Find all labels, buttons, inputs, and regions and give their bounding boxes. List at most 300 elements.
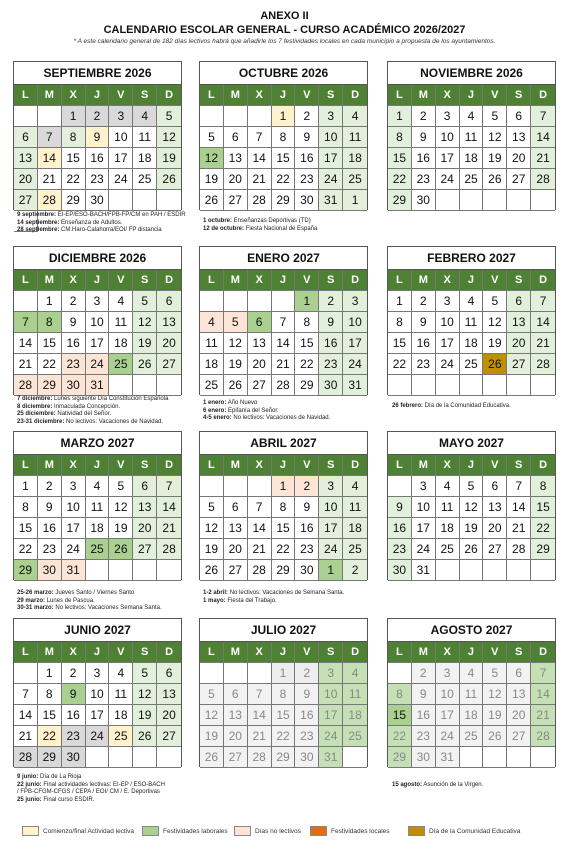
empty-cell (436, 190, 460, 211)
month-calendar (387, 618, 556, 767)
day-cell: 5 (133, 663, 157, 684)
day-cell: 19 (200, 726, 224, 747)
day-cell: 12 (109, 497, 133, 518)
weekday-header: J (272, 85, 296, 106)
day-cell: 23 (62, 726, 86, 747)
day-cell: 16 (412, 148, 436, 169)
note-date: 15 agosto: (392, 782, 423, 788)
day-cell: 29 (62, 190, 86, 211)
day-cell: 12 (460, 497, 484, 518)
day-cell: 13 (507, 684, 531, 705)
day-cell: 29 (38, 747, 62, 768)
note-date: 30-31 marzo: (17, 605, 54, 611)
day-cell: 25 (200, 375, 224, 396)
empty-cell (86, 747, 110, 768)
note-line (17, 220, 186, 228)
day-cell: 21 (14, 354, 38, 375)
day-cell: 19 (200, 169, 224, 190)
day-cell: 17 (343, 333, 367, 354)
day-cell: 4 (460, 663, 484, 684)
weekday-header: V (295, 85, 319, 106)
day-cell: 27 (507, 354, 531, 375)
day-cell: 31 (86, 375, 110, 396)
day-cell: 13 (224, 518, 248, 539)
day-cell: 19 (133, 705, 157, 726)
month-grid (200, 454, 367, 581)
weekday-header: L (388, 455, 412, 476)
day-cell: 17 (109, 148, 133, 169)
day-cell: 5 (133, 291, 157, 312)
month-grid (388, 84, 555, 211)
weekday-header: S (133, 455, 157, 476)
day-cell: 29 (388, 747, 412, 768)
day-cell: 7 (531, 291, 555, 312)
note-text: No lectivos: Vacaciones Semana Santa. (55, 605, 162, 611)
weekday-header: J (86, 270, 110, 291)
weekday-header: S (133, 85, 157, 106)
day-cell: 9 (412, 127, 436, 148)
day-cell: 8 (62, 127, 86, 148)
day-cell: 7 (507, 476, 531, 497)
weekday-header: D (157, 270, 181, 291)
day-cell: 17 (86, 705, 110, 726)
weekday-header: M (38, 85, 62, 106)
day-cell: 30 (295, 190, 319, 211)
day-cell: 1 (38, 663, 62, 684)
day-cell: 1 (14, 476, 38, 497)
day-cell: 16 (295, 705, 319, 726)
weekday-header: D (157, 455, 181, 476)
day-cell: 10 (109, 127, 133, 148)
day-cell: 6 (133, 476, 157, 497)
note-line (17, 212, 186, 220)
empty-cell (109, 375, 133, 396)
calendar-note: * A este calendario general de 182 días lectivos habrá que añadirle los 7 festividades locales en cada municipio a propuesta de los ayuntamientos. (73, 38, 496, 45)
day-cell: 22 (38, 726, 62, 747)
day-cell: 12 (133, 684, 157, 705)
note-line (17, 774, 165, 782)
day-cell: 13 (248, 333, 272, 354)
day-cell: 6 (224, 684, 248, 705)
day-cell: 6 (14, 127, 38, 148)
day-cell: 24 (62, 539, 86, 560)
note-date: 25-26 marzo: (17, 590, 54, 596)
empty-cell (224, 476, 248, 497)
day-cell: 10 (319, 684, 343, 705)
empty-cell (483, 560, 507, 581)
day-cell: 2 (38, 476, 62, 497)
weekday-header: X (62, 455, 86, 476)
weekday-header: M (412, 642, 436, 663)
month-title: MAYO 2027 (439, 436, 504, 450)
month-calendar (13, 61, 182, 210)
note-text: Natividad del Señor. (57, 411, 112, 417)
day-cell: 7 (248, 684, 272, 705)
day-cell: 13 (224, 148, 248, 169)
weekday-header: L (388, 85, 412, 106)
day-cell: 5 (483, 291, 507, 312)
empty-cell (86, 560, 110, 581)
day-cell: 9 (62, 312, 86, 333)
weekday-header: S (133, 270, 157, 291)
weekday-header: M (38, 642, 62, 663)
day-cell: 11 (436, 497, 460, 518)
day-cell: 20 (507, 705, 531, 726)
note-date: 25 diciembre: (17, 411, 56, 417)
empty-cell (248, 663, 272, 684)
day-cell: 26 (157, 169, 181, 190)
day-cell: 8 (38, 684, 62, 705)
day-cell: 19 (483, 333, 507, 354)
day-cell: 13 (483, 497, 507, 518)
note-date: 14 septiembre: (17, 219, 60, 226)
day-cell: 18 (343, 518, 367, 539)
empty-cell (388, 476, 412, 497)
day-cell: 29 (295, 375, 319, 396)
weekday-header: D (531, 85, 555, 106)
day-cell: 17 (319, 705, 343, 726)
day-cell: 16 (38, 518, 62, 539)
empty-cell (109, 560, 133, 581)
day-cell: 26 (200, 747, 224, 768)
weekday-header: X (436, 455, 460, 476)
day-cell: 30 (412, 190, 436, 211)
day-cell: 21 (507, 518, 531, 539)
notes-mar (17, 590, 162, 613)
weekday-header: L (388, 642, 412, 663)
weekday-header: X (62, 642, 86, 663)
day-cell: 24 (319, 169, 343, 190)
day-cell: 10 (86, 312, 110, 333)
weekday-header: S (507, 642, 531, 663)
weekday-header: S (507, 85, 531, 106)
empty-cell (200, 476, 224, 497)
legend-label: Día de la Comunidad Educativa (429, 827, 521, 835)
day-cell: 26 (200, 560, 224, 581)
day-cell: 8 (388, 684, 412, 705)
weekday-header: V (483, 270, 507, 291)
day-cell: 30 (295, 747, 319, 768)
weekday-header: V (483, 455, 507, 476)
annex-label: ANEXO II (260, 10, 309, 22)
day-cell: 28 (272, 375, 296, 396)
day-cell: 17 (436, 705, 460, 726)
day-cell: 19 (483, 705, 507, 726)
note-line (203, 218, 317, 226)
day-cell: 14 (248, 518, 272, 539)
month-calendar (13, 431, 182, 580)
day-cell: 1 (319, 560, 343, 581)
day-cell: 18 (133, 148, 157, 169)
day-cell: 24 (436, 726, 460, 747)
day-cell: 29 (272, 190, 296, 211)
weekday-header: V (483, 85, 507, 106)
day-cell: 27 (507, 726, 531, 747)
weekday-header: D (531, 270, 555, 291)
day-cell: 26 (460, 539, 484, 560)
notes-sep (17, 212, 186, 235)
day-cell: 28 (248, 747, 272, 768)
day-cell: 15 (62, 148, 86, 169)
note-date: 4-5 enero: (203, 415, 232, 421)
day-cell: 21 (248, 726, 272, 747)
day-cell: 23 (412, 354, 436, 375)
day-cell: 7 (248, 127, 272, 148)
day-cell: 16 (62, 705, 86, 726)
day-cell: 13 (507, 312, 531, 333)
day-cell: 14 (507, 497, 531, 518)
day-cell: 27 (224, 747, 248, 768)
day-cell: 23 (319, 354, 343, 375)
day-cell: 23 (38, 539, 62, 560)
day-cell: 21 (248, 169, 272, 190)
day-cell: 20 (224, 169, 248, 190)
weekday-header: M (224, 642, 248, 663)
day-cell: 8 (388, 127, 412, 148)
day-cell: 8 (272, 127, 296, 148)
day-cell: 1 (62, 106, 86, 127)
empty-cell (248, 106, 272, 127)
day-cell: 2 (343, 560, 367, 581)
legend-item-community (408, 826, 520, 836)
day-cell: 12 (224, 333, 248, 354)
day-cell: 22 (62, 169, 86, 190)
note-text: No lectivos: Vacaciones de Navidad. (233, 415, 331, 421)
day-cell: 23 (295, 726, 319, 747)
month-calendar (13, 618, 182, 767)
note-text: Enseñanzas Deportivas (TD) (233, 218, 311, 224)
day-cell: 22 (388, 354, 412, 375)
day-cell: 25 (343, 169, 367, 190)
note-line (392, 782, 483, 790)
day-cell: 3 (86, 291, 110, 312)
day-cell: 11 (460, 684, 484, 705)
day-cell: 31 (319, 190, 343, 211)
day-cell: 24 (436, 354, 460, 375)
day-cell: 4 (109, 663, 133, 684)
day-cell: 2 (412, 106, 436, 127)
day-cell: 27 (157, 726, 181, 747)
day-cell: 19 (224, 354, 248, 375)
weekday-header: J (272, 642, 296, 663)
weekday-header: J (272, 455, 296, 476)
day-cell: 10 (412, 497, 436, 518)
note-text: Final curso ESDIR. (43, 796, 95, 803)
day-cell: 20 (157, 333, 181, 354)
day-cell: 4 (343, 663, 367, 684)
note-text: Final actividades lectivas: EI-EP / ESO-BACH (43, 781, 165, 788)
note-date: 6 enero: (203, 407, 227, 414)
month-grid (388, 641, 555, 768)
note-line (17, 605, 162, 613)
day-cell: 31 (412, 560, 436, 581)
legend-swatch (22, 826, 39, 836)
day-cell: 7 (272, 312, 296, 333)
day-cell: 11 (343, 127, 367, 148)
day-cell: 2 (412, 291, 436, 312)
weekday-header: M (412, 85, 436, 106)
day-cell: 30 (319, 375, 343, 396)
empty-cell (507, 375, 531, 396)
day-cell: 16 (412, 705, 436, 726)
empty-cell (38, 106, 62, 127)
day-cell: 25 (460, 169, 484, 190)
day-cell: 8 (388, 312, 412, 333)
day-cell: 14 (248, 705, 272, 726)
empty-cell (224, 106, 248, 127)
day-cell: 25 (86, 539, 110, 560)
weekday-header: S (319, 270, 343, 291)
empty-cell (460, 190, 484, 211)
empty-cell (460, 747, 484, 768)
weekday-header: V (109, 85, 133, 106)
empty-cell (507, 190, 531, 211)
day-cell: 14 (272, 333, 296, 354)
day-cell: 20 (224, 726, 248, 747)
day-cell: 17 (62, 518, 86, 539)
note-text: Lunes de Pascua. (46, 597, 95, 604)
weekday-header: X (436, 85, 460, 106)
day-cell: 11 (460, 127, 484, 148)
day-cell: 13 (157, 684, 181, 705)
day-cell: 12 (483, 127, 507, 148)
day-cell: 15 (38, 705, 62, 726)
weekday-header: S (507, 455, 531, 476)
month-grid (14, 454, 181, 581)
weekday-header: J (86, 642, 110, 663)
day-cell: 27 (248, 375, 272, 396)
weekday-header: D (343, 85, 367, 106)
day-cell: 25 (460, 354, 484, 375)
day-cell: 28 (248, 190, 272, 211)
day-cell: 7 (531, 106, 555, 127)
day-cell: 21 (272, 354, 296, 375)
note-line (17, 419, 168, 427)
day-cell: 25 (460, 726, 484, 747)
day-cell: 5 (200, 684, 224, 705)
empty-cell (109, 190, 133, 211)
day-cell: 31 (343, 375, 367, 396)
day-cell: 10 (436, 127, 460, 148)
day-cell: 4 (460, 291, 484, 312)
weekday-header: D (157, 85, 181, 106)
day-cell: 3 (436, 663, 460, 684)
day-cell: 22 (38, 354, 62, 375)
month-grid (200, 84, 367, 211)
day-cell: 14 (157, 497, 181, 518)
day-cell: 28 (38, 190, 62, 211)
day-cell: 29 (272, 560, 296, 581)
empty-cell (531, 560, 555, 581)
empty-cell (157, 190, 181, 211)
weekday-header: J (86, 455, 110, 476)
empty-cell (531, 375, 555, 396)
notes-ago (392, 782, 483, 790)
weekday-header: X (436, 642, 460, 663)
day-cell: 28 (531, 354, 555, 375)
day-cell: 15 (38, 333, 62, 354)
day-cell: 7 (248, 497, 272, 518)
day-cell: 18 (109, 333, 133, 354)
day-cell: 28 (14, 747, 38, 768)
day-cell: 14 (248, 148, 272, 169)
empty-cell (157, 747, 181, 768)
weekday-header: J (460, 642, 484, 663)
day-cell: 16 (86, 148, 110, 169)
empty-cell (133, 190, 157, 211)
day-cell: 15 (531, 497, 555, 518)
day-cell: 6 (507, 106, 531, 127)
day-cell: 4 (109, 291, 133, 312)
empty-cell (224, 663, 248, 684)
day-cell: 13 (507, 127, 531, 148)
day-cell: 20 (157, 705, 181, 726)
month-title: AGOSTO 2027 (430, 623, 513, 637)
empty-cell (507, 560, 531, 581)
day-cell: 30 (388, 560, 412, 581)
weekday-header: S (319, 642, 343, 663)
weekday-header: X (62, 85, 86, 106)
weekday-header: L (200, 85, 224, 106)
day-cell: 26 (133, 726, 157, 747)
day-cell: 17 (412, 518, 436, 539)
day-cell: 17 (319, 518, 343, 539)
day-cell: 10 (343, 312, 367, 333)
empty-cell (109, 747, 133, 768)
day-cell: 8 (531, 476, 555, 497)
legend-item-start (22, 826, 134, 836)
day-cell: 8 (14, 497, 38, 518)
month-grid (388, 269, 555, 396)
weekday-header: J (272, 270, 296, 291)
day-cell: 29 (38, 375, 62, 396)
day-cell: 24 (109, 169, 133, 190)
day-cell: 2 (62, 663, 86, 684)
notes-abr (203, 590, 344, 605)
day-cell: 3 (436, 106, 460, 127)
legend-label: Comienzo/final Actividad lectiva (43, 827, 135, 835)
weekday-header: S (507, 270, 531, 291)
day-cell: 23 (388, 539, 412, 560)
day-cell: 12 (133, 312, 157, 333)
note-text: Año Nuevo (227, 400, 258, 406)
day-cell: 11 (460, 312, 484, 333)
month-title: JUNIO 2027 (64, 623, 131, 637)
day-cell: 9 (412, 312, 436, 333)
note-text: EI-EP/ESO-BACH/FPB-FP/CM en PAH / ESDIR (57, 212, 186, 218)
note-text: Día de la Comunidad Educativa. (424, 403, 511, 409)
day-cell: 24 (343, 354, 367, 375)
day-cell: 7 (38, 127, 62, 148)
note-date: 26 febrero: (392, 403, 424, 409)
note-text: Epifanía del Señor. (228, 407, 279, 414)
note-text: Lunes siguiente Día Constitución Española (54, 396, 169, 402)
day-cell: 30 (86, 190, 110, 211)
day-cell: 11 (109, 312, 133, 333)
month-title: ENERO 2027 (247, 251, 320, 265)
day-cell: 20 (224, 539, 248, 560)
day-cell: 28 (507, 539, 531, 560)
weekday-header: M (412, 270, 436, 291)
day-cell: 30 (62, 375, 86, 396)
note-line (203, 226, 317, 234)
day-cell: 19 (133, 333, 157, 354)
weekday-header: J (460, 270, 484, 291)
note-text: Jueves Santo / Viernes Santo (55, 590, 135, 596)
day-cell: 15 (272, 148, 296, 169)
day-cell: 10 (319, 127, 343, 148)
day-cell: 2 (295, 106, 319, 127)
